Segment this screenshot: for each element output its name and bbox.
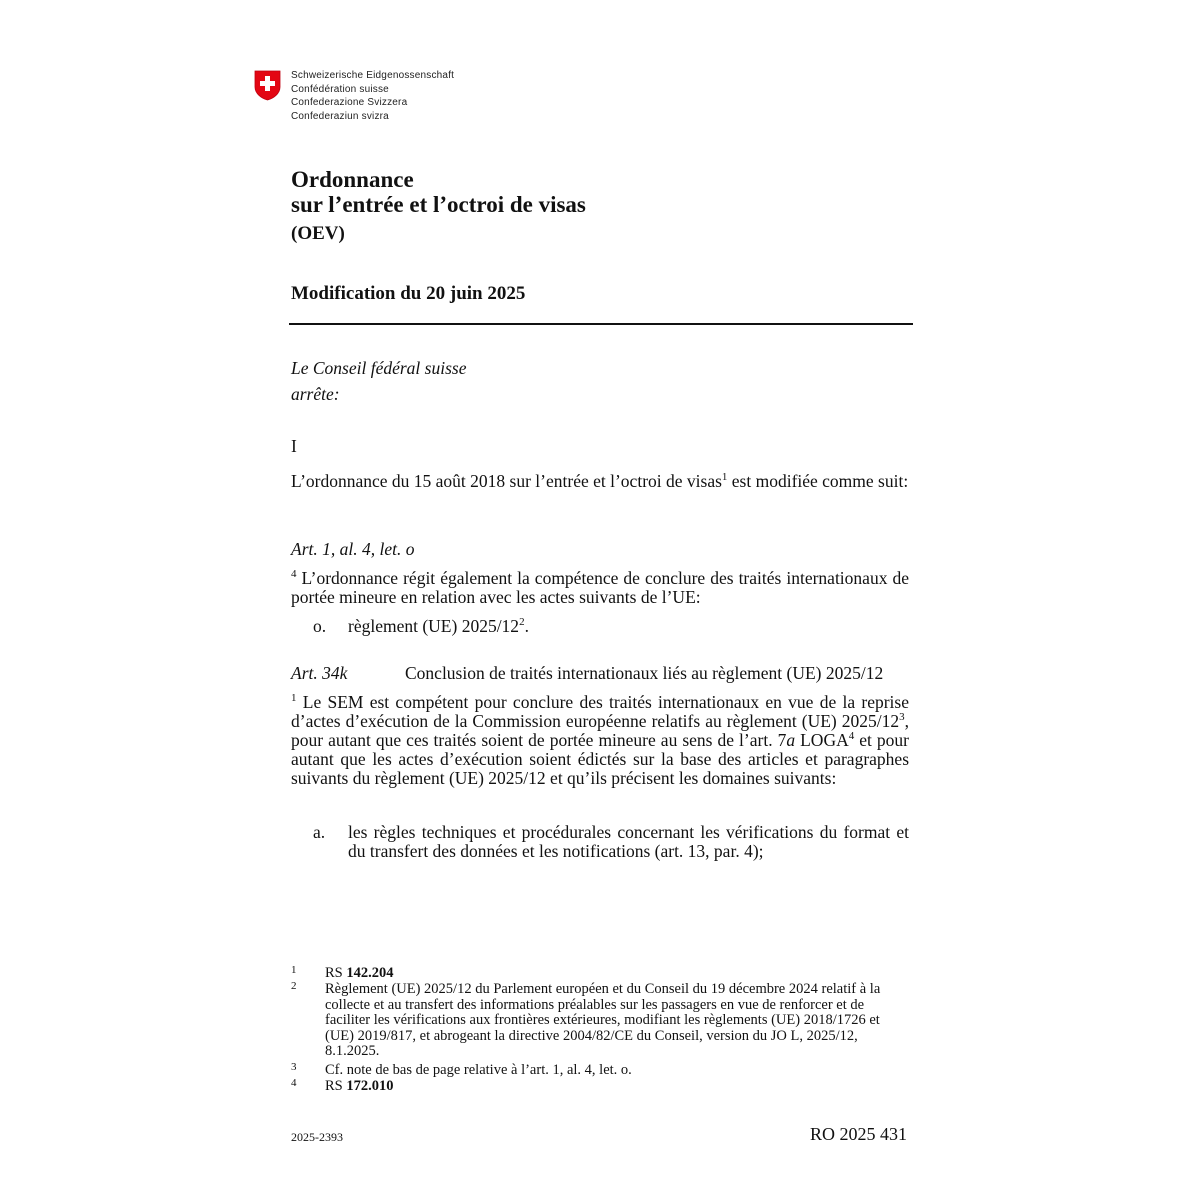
confederation-de: Schweizerische Eidgenossenschaft <box>291 70 455 81</box>
confederation-rm: Confederaziun svizra <box>291 110 389 122</box>
preamble-line-1: Le Conseil fédéral suisse <box>291 358 467 378</box>
footnote-number: 3 <box>291 1061 297 1073</box>
item-label: o. <box>313 616 327 636</box>
paragraph-number: 4 <box>291 568 297 581</box>
paragraph-number: 1 <box>291 692 297 705</box>
footnote-text: Règlement (UE) 2025/12 du Parlement européen et du Conseil du 19 décembre 2024 relatif à la collecte et au transfert des informations préalables sur les passagers en vue de renforcer et de faciliter les vérifications aux frontières extérieures, modifiant les règlements (UE) 2018/1726 et (UE) 2019/817, et abrogeant la directive 2004/82/CE du Conseil, version du JO L, 2025/12, 8.1.2025. <box>325 981 881 1059</box>
confederation-it: Confederazione Svizzera <box>291 97 408 108</box>
art1-paragraph: $^4$ L’ordonnance régit également la compétence de conclure des traités internationaux de portée mineure en relation avec les actes suivants de l’UE: <box>291 568 909 607</box>
preamble-line-2: arrête: <box>291 384 340 404</box>
item-text: règlement (UE) $2025/12^2$. <box>348 616 529 636</box>
official-compilation-reference: RO 2025 431 <box>810 1124 908 1144</box>
swiss-coat-of-arms-icon <box>254 70 281 101</box>
footnote-ref-3[interactable]: 3 <box>899 711 905 724</box>
article-number: Art. 34k <box>291 663 348 683</box>
art34k-paragraph: $^1$ Le SEM est compétent pour conclure des traités internationaux en vue de la reprise d’actes d’exécution de la Commission européenne relatifs au règlement (UE) $2025/12^3$, pour autant que ces traités soient de portée mineure au sens de l’art. 7a LOGA$^4$ et pour autant que les actes d’exécution soient édictés sur la base des articles et paragraphes suivants du règlement (UE) 2025/12 et qu’ils précisent les domaines suivants: <box>291 692 909 788</box>
document-title <box>291 167 586 217</box>
title-line-1: Ordonnance <box>291 167 414 192</box>
preamble <box>291 355 466 407</box>
footnote-number: 2 <box>291 980 297 992</box>
footnote-ref-1[interactable]: 1 <box>721 471 728 484</box>
section-number: I <box>291 436 297 456</box>
footnote-number: 1 <box>291 964 297 976</box>
footnote-ref-4[interactable]: 4 <box>848 730 855 743</box>
confederation-fr: Confédération suisse <box>291 83 389 95</box>
modification-date: Modification du 20 juin 2025 <box>291 283 526 304</box>
document-id: 2025-2393 <box>291 1130 343 1144</box>
item-text: les règles techniques et procédurales concernant les vérifications du format et du transfert des données et les notifications (art. 13, par. 4); <box>348 822 909 861</box>
title-divider <box>289 323 913 325</box>
item-label: a. <box>313 822 326 842</box>
title-abbreviation: (OEV) <box>291 223 345 244</box>
confederation-name <box>291 69 454 123</box>
footnote-number: 4 <box>291 1077 297 1089</box>
title-line-2: sur l’entrée et l’octroi de visas <box>291 192 586 217</box>
art34k-heading <box>291 663 884 683</box>
footnote-ref-2[interactable]: 2 <box>519 616 525 629</box>
footnote-text: Cf. note de bas de page relative à l’art. 1, al. 4, let. o. <box>325 1062 632 1078</box>
intro-paragraph: L’ordonnance du 15 août 2018 sur l’entrée et l’octroi de visas$^1$ est modifiée comme suit: <box>291 471 909 491</box>
art1-heading: Art. 1, al. 4, let. o <box>291 539 415 559</box>
article-title: Conclusion de traités internationaux liés au règlement (UE) 2025/12 <box>405 663 884 683</box>
